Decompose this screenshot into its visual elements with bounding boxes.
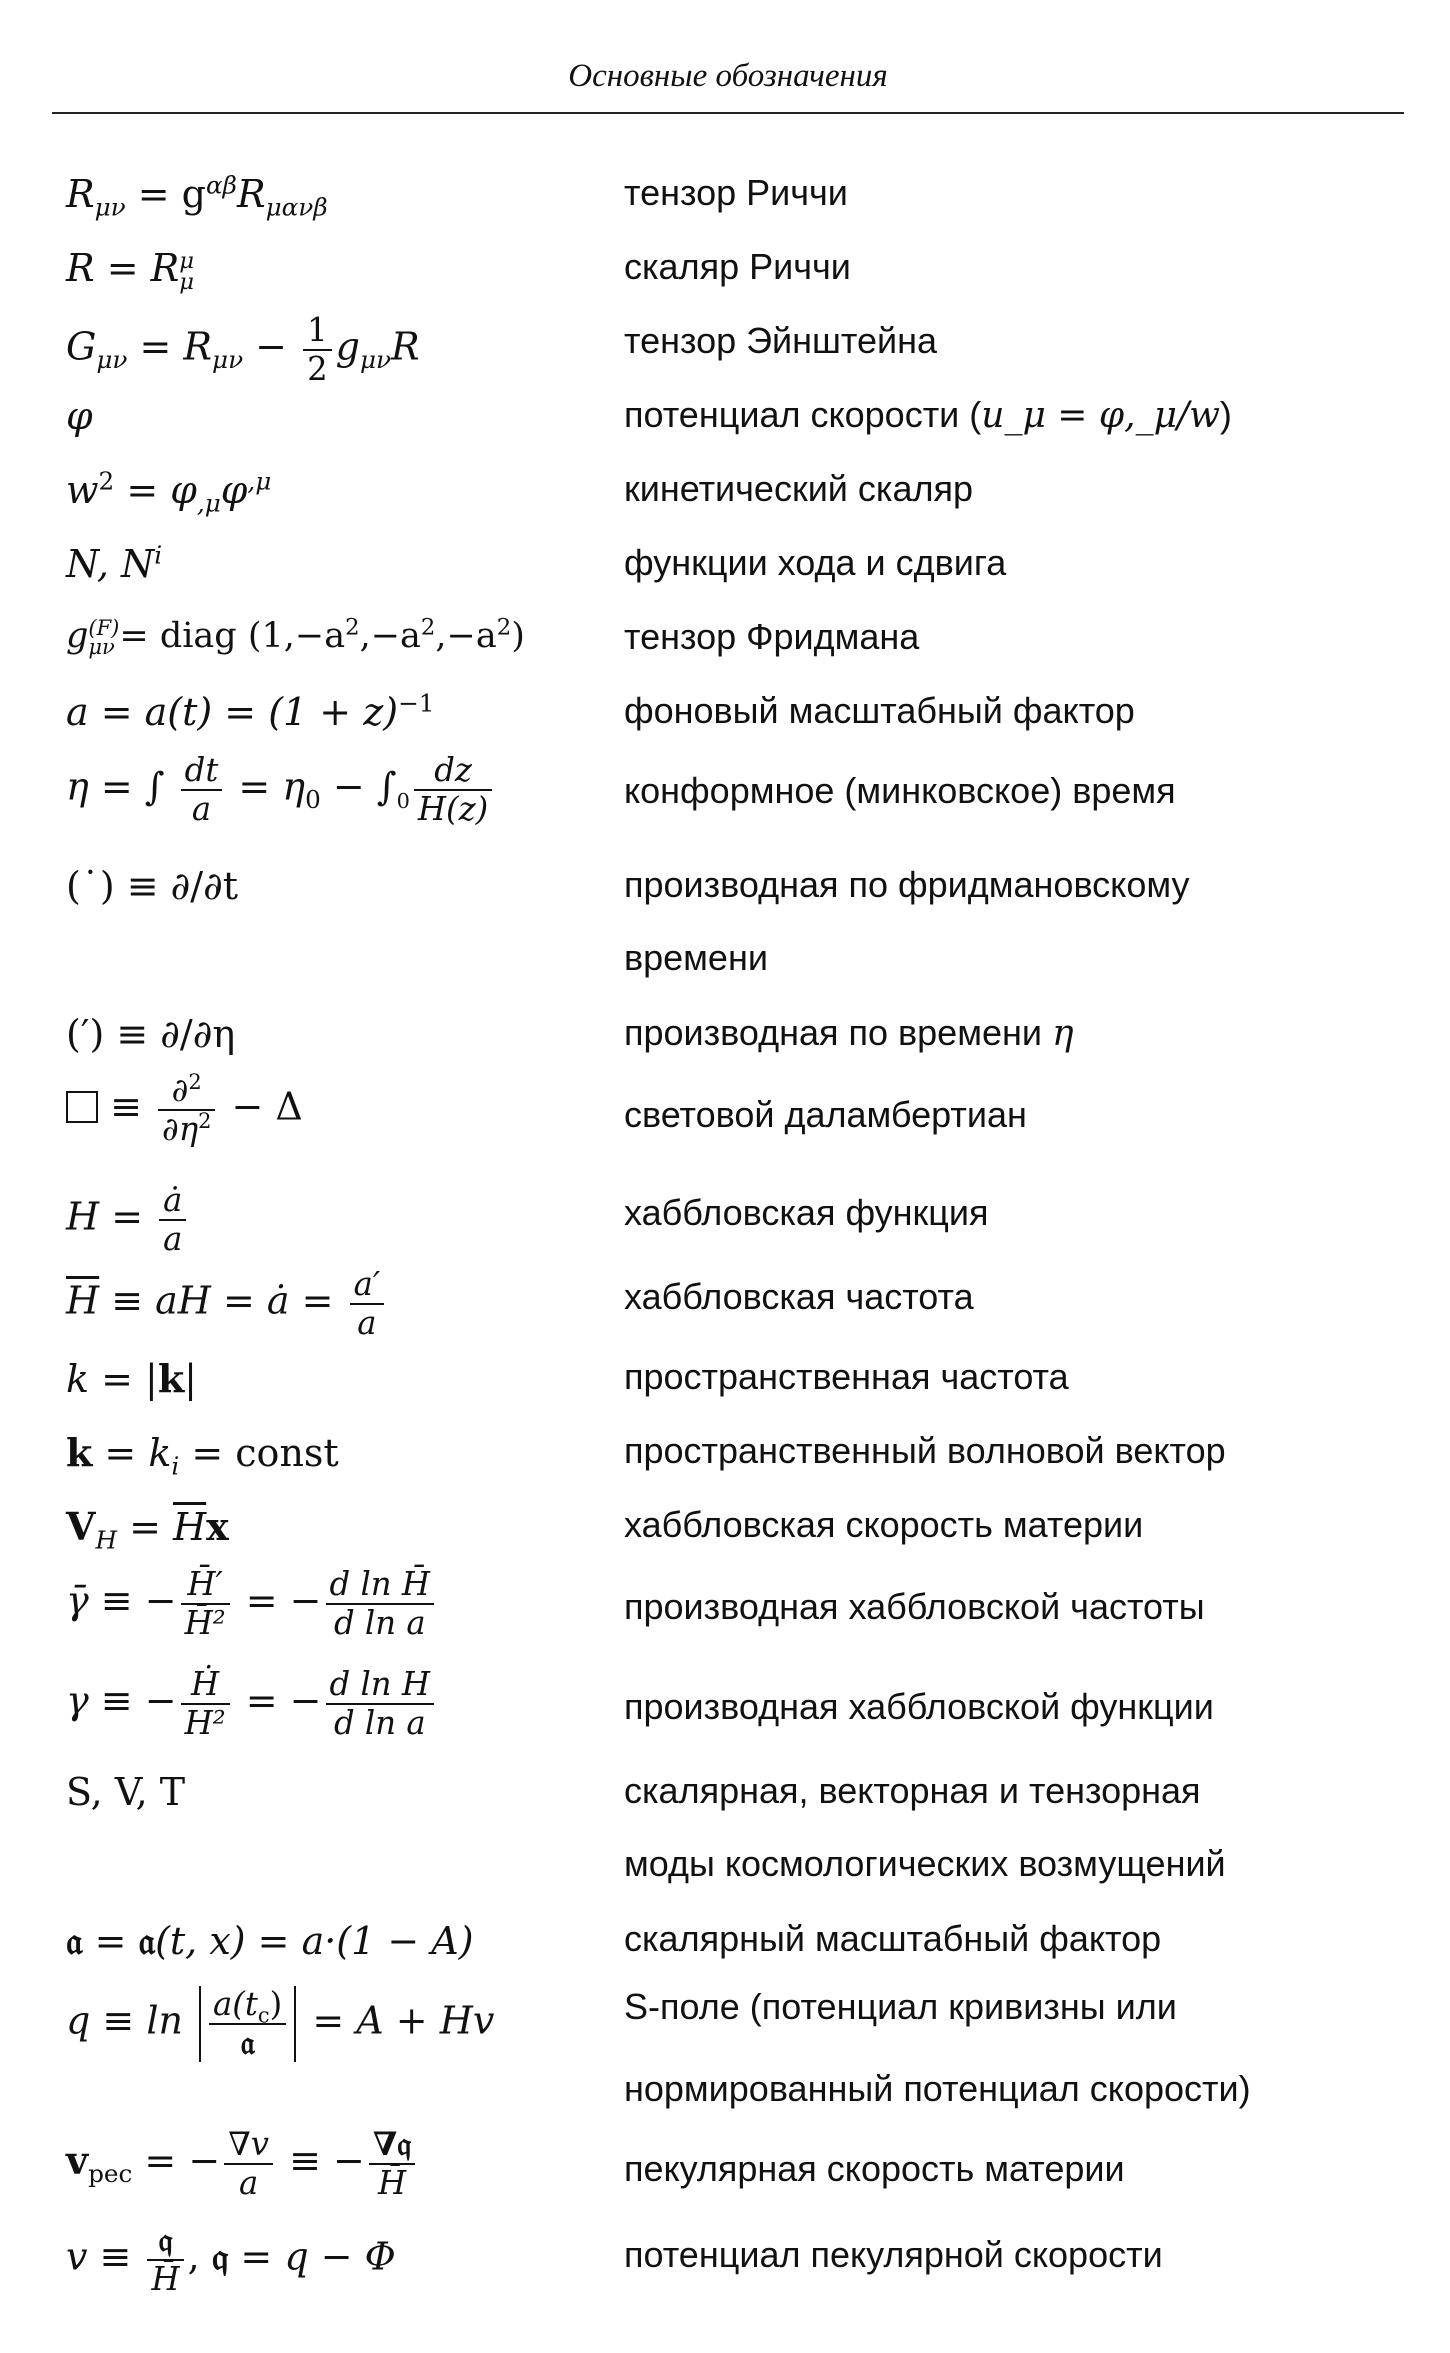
page-header-title: Основные обозначения [568,58,888,94]
desc-hubble-function-derivative: производная хаббловской функции [624,1686,1214,1727]
desc-svt-modes-cont: моды космологических возмущений [624,1843,1226,1884]
formula-ricci-tensor: $R_{\mu\nu} = g^{\alpha\beta}R_{\mu\alpha\nu\beta}$ [66,170,328,222]
desc-wave-vector: пространственный волновой вектор [624,1430,1226,1471]
desc-friedmann-tensor: тензор Фридмана [624,616,920,657]
desc-peculiar-velocity: пекулярная скорость материи [624,2148,1125,2189]
formula-ricci-scalar: R = R μ μ [66,246,195,295]
formula-kinetic-scalar: $w^2 = \varphi_{,\mu}\varphi^{,\mu}$ [66,466,272,518]
formula-scale-factor: $a = a(t) = (1 + z)^{-1}$ [66,688,435,734]
formula-wave-vector: $k = k_i$ = const [66,1430,339,1481]
formula-einstein-tensor: $G_{\mu\nu} = R_{\mu\nu}$ − $\frac{1}{2}$ $g_{\mu\nu}R$ [66,311,420,389]
desc-svt-modes: скалярная, векторная и тензорная [624,1770,1201,1811]
box-operator-icon [66,1091,98,1123]
formula-s-field: q ≡ ln $\frac{a(t_c)}{\text{𝔞}}$ = A + Hv [66,1985,495,2063]
formula-peculiar-velocity-potential: v ≡ $\frac{\text{𝔮}}{H̄}$ , 𝔮 = q − Φ [66,2221,396,2299]
desc-conformal-time: конформное (минковское) время [624,770,1176,811]
desc-ricci-tensor: тензор Риччи [624,172,848,213]
desc-s-field-cont: нормированный потенциал скорости) [624,2068,1251,2109]
desc-dot-derivative-cont: времени [624,937,768,978]
formula-velocity-potential: φ [66,394,93,438]
desc-dalembertian: световой даламбертиан [624,1094,1027,1135]
formula-dalembertian: ≡ $\frac{\partial^2}{\partial\eta^2}$ − Δ [66,1072,303,1148]
formula-dot-derivative: (˙) ≡ ∂/∂t [66,864,239,908]
formula-hubble-frequency-derivative: γ̄ ≡ − $\frac{H̄'}{\text{H̄²}}$ = − $\frac{\text{d ln H̄}}{\text{d ln a}}$ [66,1566,438,1642]
desc-hubble-frequency: хаббловская частота [624,1276,974,1317]
desc-scalar-scale-factor: скалярный масштабный фактор [624,1918,1162,1959]
desc-prime-derivative: производная по времени η [624,1012,1074,1054]
desc-ricci-scalar: скаляр Риччи [624,246,851,287]
formula-hubble-frequency: $\overline{H}$ ≡ aH = ȧ = $\frac{a'}{a}$ [66,1266,388,1342]
formula-hubble-function-derivative: γ ≡ − $\frac{\text{Ḣ}}{\text{H²}}$ = − $\frac{\text{d ln H}}{\text{d ln a}}$ [66,1666,438,1742]
desc-peculiar-velocity-potential: потенциал пекулярной скорости [624,2234,1163,2275]
formula-conformal-time: η = ∫ $\frac{dt}{a}$ = $\eta_0 - \int_0$ $\frac{dz}{H(z)}$ [66,752,496,828]
desc-hubble-function: хаббловская функция [624,1192,989,1233]
formula-scalar-scale-factor: 𝔞 = 𝔞(t, x) = a·(1 − A) [66,1918,474,1963]
desc-kinetic-scalar: кинетический скаляр [624,468,973,509]
desc-lapse-shift: функции хода и сдвига [624,542,1007,583]
formula-lapse-shift: N, $N^i$ [66,540,163,586]
desc-einstein-tensor: тензор Эйнштейна [624,320,937,361]
formula-hubble-velocity: $V_H = \overline{H}x$ [66,1504,229,1555]
formula-peculiar-velocity: $v_{pec}$ = − $\frac{\nabla v}{a}$ ≡ − $\frac{\text{∇𝔮}}{H̄}$ [66,2126,419,2202]
formula-hubble-function: H = $\frac{ȧ}{a}$ [66,1182,190,1258]
header-rule [52,112,1404,114]
formula-friedmann-tensor: g (F) μν = diag $(1,-a^2,-a^2,-a^2)$ [66,614,525,659]
desc-velocity-potential: потенциал скорости (u_μ = φ,_μ/w) [624,394,1232,436]
desc-dot-derivative: производная по фридмановскому [624,864,1190,905]
formula-prime-derivative: (′) ≡ ∂/∂η [66,1012,236,1056]
desc-hubble-velocity: хаббловская скорость материи [624,1504,1144,1545]
desc-s-field: S-поле (потенциал кривизны или [624,1986,1177,2027]
formula-spatial-frequency: k = |k| [66,1356,197,1401]
formula-svt-modes: S, V, T [66,1770,186,1814]
desc-hubble-frequency-derivative: производная хаббловской частоты [624,1586,1205,1627]
desc-scale-factor: фоновый масштабный фактор [624,690,1135,731]
desc-spatial-frequency: пространственная частота [624,1356,1069,1397]
